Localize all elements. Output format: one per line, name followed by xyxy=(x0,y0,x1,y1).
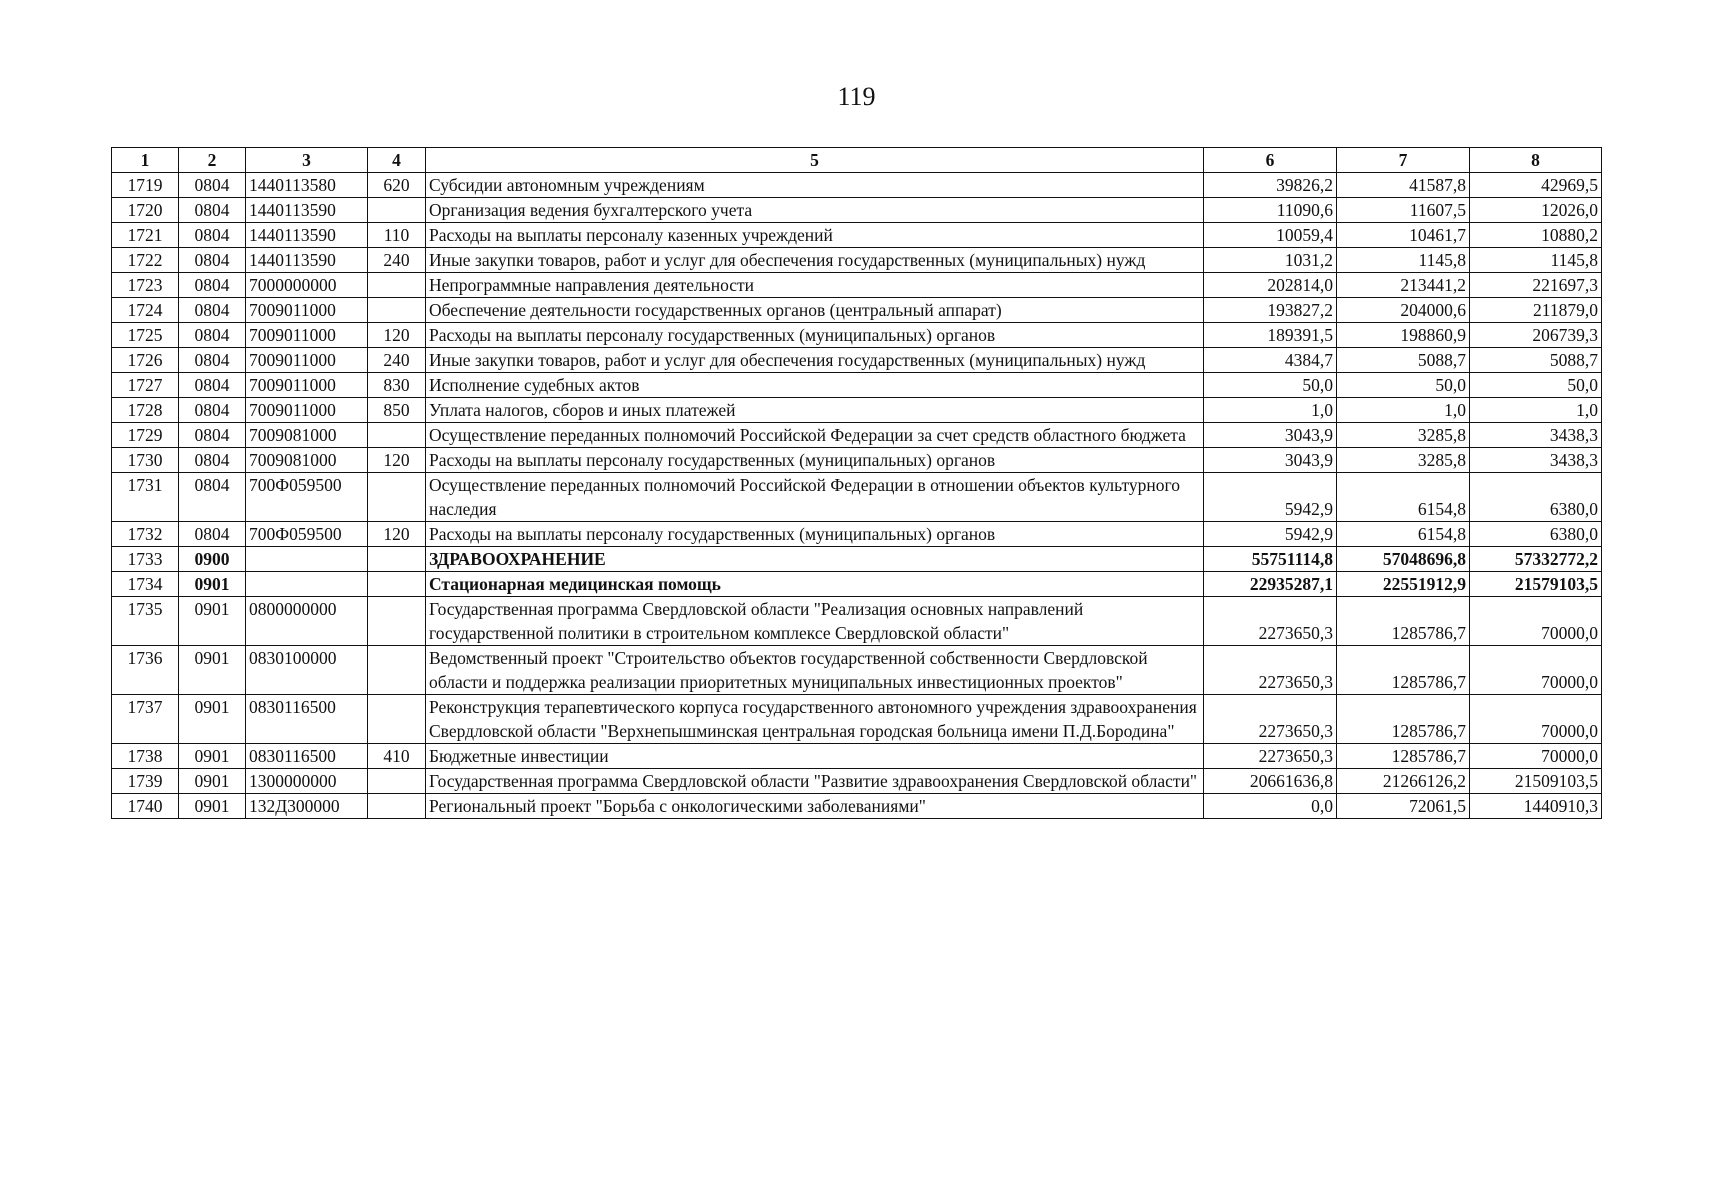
row-number-cell: 1728 xyxy=(112,398,179,423)
amount-col7-cell: 3285,8 xyxy=(1337,448,1470,473)
description-cell: Государственная программа Свердловской области "Развитие здравоохранения Свердловской области" xyxy=(426,769,1204,794)
amount-col8-cell: 70000,0 xyxy=(1470,646,1602,695)
description-cell: Региональный проект "Борьба с онкологическими заболеваниями" xyxy=(426,794,1204,819)
amount-col7-cell: 22551912,9 xyxy=(1337,572,1470,597)
amount-col8-cell: 1440910,3 xyxy=(1470,794,1602,819)
amount-col7-cell: 1285786,7 xyxy=(1337,597,1470,646)
expense-type-cell: 620 xyxy=(368,173,426,198)
amount-col6-cell: 50,0 xyxy=(1204,373,1337,398)
table-row xyxy=(112,646,1602,695)
amount-col7-cell: 41587,8 xyxy=(1337,173,1470,198)
expense-type-cell: 120 xyxy=(368,522,426,547)
article-code-cell: 700Ф059500 xyxy=(246,473,368,522)
section-code-cell: 0900 xyxy=(179,547,246,572)
article-code-cell: 1440113590 xyxy=(246,248,368,273)
amount-col7-cell: 1145,8 xyxy=(1337,248,1470,273)
section-code-cell: 0901 xyxy=(179,695,246,744)
table-row xyxy=(112,769,1602,794)
article-code-cell: 0830116500 xyxy=(246,695,368,744)
amount-col7-cell: 6154,8 xyxy=(1337,522,1470,547)
article-code-cell: 1300000000 xyxy=(246,769,368,794)
section-code-cell: 0804 xyxy=(179,373,246,398)
table-body xyxy=(112,173,1602,819)
article-code-cell: 7009081000 xyxy=(246,448,368,473)
expense-type-cell xyxy=(368,572,426,597)
amount-col7-cell: 5088,7 xyxy=(1337,348,1470,373)
row-number-cell: 1732 xyxy=(112,522,179,547)
article-code-cell: 0800000000 xyxy=(246,597,368,646)
row-number-cell: 1730 xyxy=(112,448,179,473)
expense-type-cell: 110 xyxy=(368,223,426,248)
amount-col8-cell: 6380,0 xyxy=(1470,473,1602,522)
expense-type-cell xyxy=(368,547,426,572)
amount-col6-cell: 189391,5 xyxy=(1204,323,1337,348)
description-cell: Стационарная медицинская помощь xyxy=(426,572,1204,597)
amount-col8-cell: 10880,2 xyxy=(1470,223,1602,248)
table-row xyxy=(112,423,1602,448)
table-row xyxy=(112,597,1602,646)
amount-col6-cell: 5942,9 xyxy=(1204,473,1337,522)
amount-col8-cell: 70000,0 xyxy=(1470,695,1602,744)
expense-type-cell xyxy=(368,473,426,522)
amount-col7-cell: 57048696,8 xyxy=(1337,547,1470,572)
expense-type-cell: 850 xyxy=(368,398,426,423)
amount-col8-cell: 6380,0 xyxy=(1470,522,1602,547)
description-cell: ЗДРАВООХРАНЕНИЕ xyxy=(426,547,1204,572)
expense-type-cell xyxy=(368,769,426,794)
amount-col8-cell: 21509103,5 xyxy=(1470,769,1602,794)
article-code-cell: 132Д300000 xyxy=(246,794,368,819)
description-cell: Реконструкция терапевтического корпуса государственного автономного учреждения здравоохранения Свердловской области "Верхнепышминская центральная городская больница имени П.Д.Бородина" xyxy=(426,695,1204,744)
expense-type-cell xyxy=(368,597,426,646)
article-code-cell: 700Ф059500 xyxy=(246,522,368,547)
header-col-2: 2 xyxy=(179,148,246,173)
amount-col6-cell: 2273650,3 xyxy=(1204,646,1337,695)
expense-type-cell xyxy=(368,794,426,819)
amount-col7-cell: 198860,9 xyxy=(1337,323,1470,348)
table-row xyxy=(112,198,1602,223)
expense-type-cell xyxy=(368,198,426,223)
amount-col8-cell: 3438,3 xyxy=(1470,423,1602,448)
article-code-cell: 7009011000 xyxy=(246,398,368,423)
description-cell: Расходы на выплаты персоналу государственных (муниципальных) органов xyxy=(426,522,1204,547)
header-col-5: 5 xyxy=(426,148,1204,173)
amount-col7-cell: 1,0 xyxy=(1337,398,1470,423)
row-number-cell: 1729 xyxy=(112,423,179,448)
amount-col7-cell: 204000,6 xyxy=(1337,298,1470,323)
amount-col8-cell: 12026,0 xyxy=(1470,198,1602,223)
expense-type-cell: 240 xyxy=(368,348,426,373)
article-code-cell: 7009081000 xyxy=(246,423,368,448)
amount-col7-cell: 1285786,7 xyxy=(1337,695,1470,744)
row-number-cell: 1733 xyxy=(112,547,179,572)
budget-table xyxy=(111,147,1602,819)
article-code-cell: 1440113590 xyxy=(246,223,368,248)
expense-type-cell: 120 xyxy=(368,323,426,348)
amount-col6-cell: 5942,9 xyxy=(1204,522,1337,547)
amount-col8-cell: 206739,3 xyxy=(1470,323,1602,348)
amount-col7-cell: 213441,2 xyxy=(1337,273,1470,298)
section-code-cell: 0901 xyxy=(179,794,246,819)
section-code-cell: 0804 xyxy=(179,173,246,198)
row-number-cell: 1724 xyxy=(112,298,179,323)
expense-type-cell: 120 xyxy=(368,448,426,473)
article-code-cell xyxy=(246,572,368,597)
header-col-1: 1 xyxy=(112,148,179,173)
amount-col6-cell: 193827,2 xyxy=(1204,298,1337,323)
amount-col7-cell: 1285786,7 xyxy=(1337,744,1470,769)
description-cell: Расходы на выплаты персоналу казенных учреждений xyxy=(426,223,1204,248)
row-number-cell: 1739 xyxy=(112,769,179,794)
table-row xyxy=(112,572,1602,597)
amount-col8-cell: 3438,3 xyxy=(1470,448,1602,473)
section-code-cell: 0901 xyxy=(179,572,246,597)
amount-col6-cell: 55751114,8 xyxy=(1204,547,1337,572)
amount-col8-cell: 1,0 xyxy=(1470,398,1602,423)
amount-col7-cell: 3285,8 xyxy=(1337,423,1470,448)
amount-col7-cell: 11607,5 xyxy=(1337,198,1470,223)
table-row xyxy=(112,547,1602,572)
header-col-7: 7 xyxy=(1337,148,1470,173)
article-code-cell: 7000000000 xyxy=(246,273,368,298)
table-row xyxy=(112,794,1602,819)
table-row xyxy=(112,398,1602,423)
amount-col7-cell: 50,0 xyxy=(1337,373,1470,398)
description-cell: Расходы на выплаты персоналу государственных (муниципальных) органов xyxy=(426,448,1204,473)
row-number-cell: 1734 xyxy=(112,572,179,597)
amount-col6-cell: 1031,2 xyxy=(1204,248,1337,273)
amount-col6-cell: 10059,4 xyxy=(1204,223,1337,248)
table-row xyxy=(112,448,1602,473)
row-number-cell: 1720 xyxy=(112,198,179,223)
row-number-cell: 1737 xyxy=(112,695,179,744)
amount-col6-cell: 4384,7 xyxy=(1204,348,1337,373)
expense-type-cell: 240 xyxy=(368,248,426,273)
amount-col6-cell: 1,0 xyxy=(1204,398,1337,423)
row-number-cell: 1731 xyxy=(112,473,179,522)
description-cell: Обеспечение деятельности государственных органов (центральный аппарат) xyxy=(426,298,1204,323)
section-code-cell: 0804 xyxy=(179,198,246,223)
description-cell: Расходы на выплаты персоналу государственных (муниципальных) органов xyxy=(426,323,1204,348)
section-code-cell: 0901 xyxy=(179,597,246,646)
row-number-cell: 1725 xyxy=(112,323,179,348)
article-code-cell: 0830100000 xyxy=(246,646,368,695)
section-code-cell: 0804 xyxy=(179,423,246,448)
amount-col8-cell: 21579103,5 xyxy=(1470,572,1602,597)
table-row xyxy=(112,248,1602,273)
article-code-cell: 1440113580 xyxy=(246,173,368,198)
description-cell: Иные закупки товаров, работ и услуг для обеспечения государственных (муниципальных) нужд xyxy=(426,248,1204,273)
expense-type-cell xyxy=(368,273,426,298)
section-code-cell: 0804 xyxy=(179,273,246,298)
table-row xyxy=(112,373,1602,398)
header-col-3: 3 xyxy=(246,148,368,173)
description-cell: Ведомственный проект "Строительство объектов государственной собственности Свердловской области и поддержка реализации приоритетных муниципальных инвестиционных проектов" xyxy=(426,646,1204,695)
description-cell: Осуществление переданных полномочий Российской Федерации за счет средств областного бюджета xyxy=(426,423,1204,448)
row-number-cell: 1740 xyxy=(112,794,179,819)
row-number-cell: 1735 xyxy=(112,597,179,646)
amount-col6-cell: 2273650,3 xyxy=(1204,597,1337,646)
amount-col6-cell: 0,0 xyxy=(1204,794,1337,819)
section-code-cell: 0804 xyxy=(179,323,246,348)
description-cell: Непрограммные направления деятельности xyxy=(426,273,1204,298)
table-row xyxy=(112,744,1602,769)
section-code-cell: 0804 xyxy=(179,522,246,547)
amount-col7-cell: 72061,5 xyxy=(1337,794,1470,819)
section-code-cell: 0804 xyxy=(179,448,246,473)
section-code-cell: 0901 xyxy=(179,769,246,794)
description-cell: Осуществление переданных полномочий Российской Федерации в отношении объектов культурного наследия xyxy=(426,473,1204,522)
row-number-cell: 1719 xyxy=(112,173,179,198)
table-row xyxy=(112,522,1602,547)
expense-type-cell xyxy=(368,695,426,744)
amount-col6-cell: 11090,6 xyxy=(1204,198,1337,223)
amount-col8-cell: 50,0 xyxy=(1470,373,1602,398)
table-row xyxy=(112,348,1602,373)
header-row xyxy=(112,148,1602,173)
amount-col6-cell: 202814,0 xyxy=(1204,273,1337,298)
row-number-cell: 1721 xyxy=(112,223,179,248)
table-row xyxy=(112,298,1602,323)
row-number-cell: 1736 xyxy=(112,646,179,695)
page-number: 119 xyxy=(837,82,876,111)
amount-col6-cell: 2273650,3 xyxy=(1204,744,1337,769)
expense-type-cell: 830 xyxy=(368,373,426,398)
amount-col7-cell: 10461,7 xyxy=(1337,223,1470,248)
header-col-4: 4 xyxy=(368,148,426,173)
row-number-cell: 1726 xyxy=(112,348,179,373)
table-row xyxy=(112,173,1602,198)
article-code-cell xyxy=(246,547,368,572)
section-code-cell: 0901 xyxy=(179,646,246,695)
section-code-cell: 0804 xyxy=(179,398,246,423)
amount-col6-cell: 2273650,3 xyxy=(1204,695,1337,744)
amount-col6-cell: 39826,2 xyxy=(1204,173,1337,198)
amount-col6-cell: 20661636,8 xyxy=(1204,769,1337,794)
header-col-6: 6 xyxy=(1204,148,1337,173)
expense-type-cell xyxy=(368,298,426,323)
description-cell: Субсидии автономным учреждениям xyxy=(426,173,1204,198)
section-code-cell: 0804 xyxy=(179,348,246,373)
section-code-cell: 0804 xyxy=(179,473,246,522)
row-number-cell: 1723 xyxy=(112,273,179,298)
amount-col6-cell: 22935287,1 xyxy=(1204,572,1337,597)
article-code-cell: 7009011000 xyxy=(246,373,368,398)
amount-col8-cell: 211879,0 xyxy=(1470,298,1602,323)
description-cell: Иные закупки товаров, работ и услуг для обеспечения государственных (муниципальных) нужд xyxy=(426,348,1204,373)
amount-col7-cell: 1285786,7 xyxy=(1337,646,1470,695)
description-cell: Бюджетные инвестиции xyxy=(426,744,1204,769)
section-code-cell: 0804 xyxy=(179,298,246,323)
description-cell: Организация ведения бухгалтерского учета xyxy=(426,198,1204,223)
table-row xyxy=(112,223,1602,248)
amount-col8-cell: 221697,3 xyxy=(1470,273,1602,298)
article-code-cell: 7009011000 xyxy=(246,348,368,373)
row-number-cell: 1727 xyxy=(112,373,179,398)
article-code-cell: 7009011000 xyxy=(246,298,368,323)
description-cell: Уплата налогов, сборов и иных платежей xyxy=(426,398,1204,423)
article-code-cell: 0830116500 xyxy=(246,744,368,769)
table-row xyxy=(112,273,1602,298)
table-row xyxy=(112,323,1602,348)
article-code-cell: 1440113590 xyxy=(246,198,368,223)
section-code-cell: 0804 xyxy=(179,223,246,248)
amount-col6-cell: 3043,9 xyxy=(1204,423,1337,448)
description-cell: Исполнение судебных актов xyxy=(426,373,1204,398)
expense-type-cell: 410 xyxy=(368,744,426,769)
section-code-cell: 0804 xyxy=(179,248,246,273)
description-cell: Государственная программа Свердловской области "Реализация основных направлений государственной политики в строительном комплексе Свердловской области" xyxy=(426,597,1204,646)
amount-col7-cell: 21266126,2 xyxy=(1337,769,1470,794)
row-number-cell: 1722 xyxy=(112,248,179,273)
expense-type-cell xyxy=(368,646,426,695)
amount-col6-cell: 3043,9 xyxy=(1204,448,1337,473)
amount-col8-cell: 5088,7 xyxy=(1470,348,1602,373)
amount-col8-cell: 42969,5 xyxy=(1470,173,1602,198)
header-col-8: 8 xyxy=(1470,148,1602,173)
table-row xyxy=(112,473,1602,522)
article-code-cell: 7009011000 xyxy=(246,323,368,348)
amount-col8-cell: 1145,8 xyxy=(1470,248,1602,273)
amount-col7-cell: 6154,8 xyxy=(1337,473,1470,522)
expense-type-cell xyxy=(368,423,426,448)
amount-col8-cell: 70000,0 xyxy=(1470,744,1602,769)
amount-col8-cell: 57332772,2 xyxy=(1470,547,1602,572)
section-code-cell: 0901 xyxy=(179,744,246,769)
row-number-cell: 1738 xyxy=(112,744,179,769)
table-row xyxy=(112,695,1602,744)
amount-col8-cell: 70000,0 xyxy=(1470,597,1602,646)
